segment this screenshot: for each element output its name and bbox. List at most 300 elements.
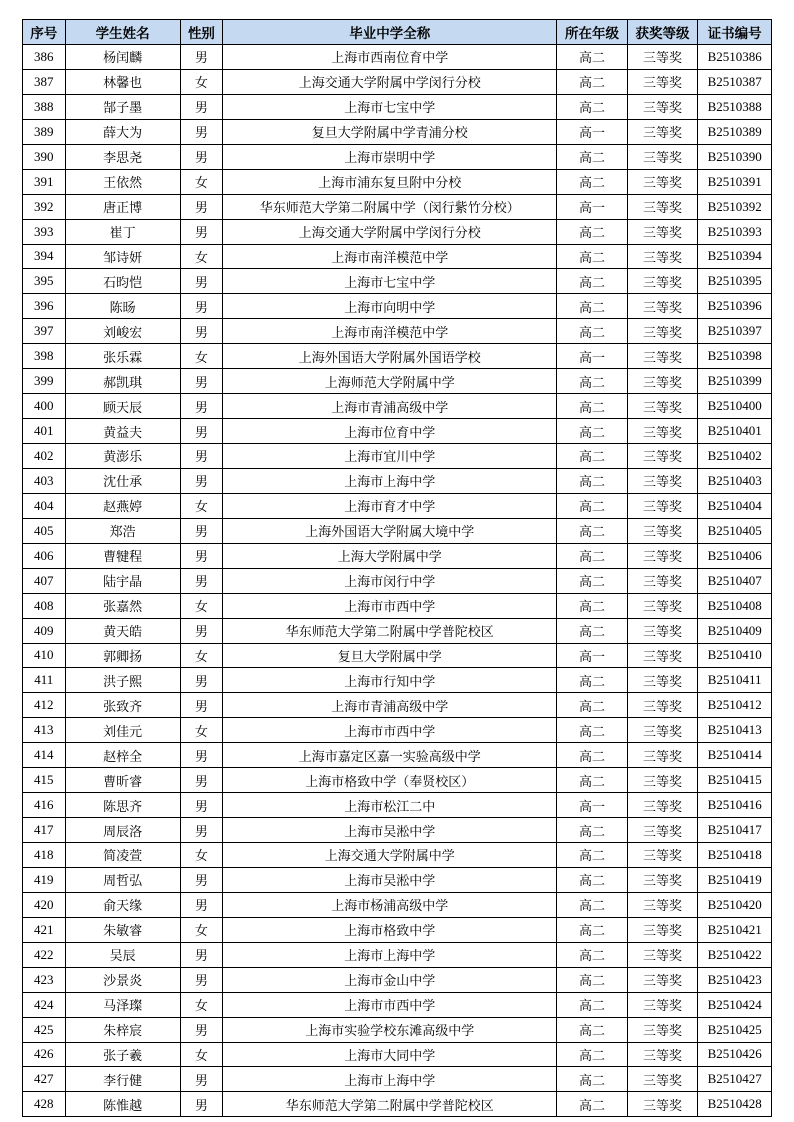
table-row <box>23 244 772 269</box>
table-row <box>23 45 772 70</box>
cell-serial-number: 407 <box>23 568 66 593</box>
cell-certificate-number: B2510414 <box>698 743 772 768</box>
cell-certificate-number: B2510398 <box>698 344 772 369</box>
cell-certificate-number: B2510419 <box>698 867 772 892</box>
cell-grade: 高二 <box>557 967 628 992</box>
cell-gender: 男 <box>180 369 223 394</box>
cell-certificate-number: B2510427 <box>698 1067 772 1092</box>
cell-award-level: 三等奖 <box>627 419 698 444</box>
cell-gender: 男 <box>180 269 223 294</box>
table-row <box>23 119 772 144</box>
cell-grade: 高二 <box>557 319 628 344</box>
table-row <box>23 843 772 868</box>
cell-grade: 高二 <box>557 1042 628 1067</box>
cell-student-name: 崔丁 <box>65 219 180 244</box>
cell-serial-number: 414 <box>23 743 66 768</box>
cell-student-name: 马泽璨 <box>65 992 180 1017</box>
cell-gender: 女 <box>180 718 223 743</box>
cell-grade: 高二 <box>557 718 628 743</box>
cell-certificate-number: B2510428 <box>698 1092 772 1117</box>
table-row <box>23 743 772 768</box>
cell-school: 上海市格致中学（奉贤校区） <box>223 768 557 793</box>
cell-grade: 高二 <box>557 942 628 967</box>
cell-student-name: 郑浩 <box>65 518 180 543</box>
cell-grade: 高二 <box>557 668 628 693</box>
cell-student-name: 黄天皓 <box>65 618 180 643</box>
cell-school: 上海交通大学附属中学 <box>223 843 557 868</box>
cell-serial-number: 408 <box>23 593 66 618</box>
cell-grade: 高二 <box>557 1092 628 1117</box>
cell-award-level: 三等奖 <box>627 294 698 319</box>
cell-certificate-number: B2510397 <box>698 319 772 344</box>
cell-serial-number: 412 <box>23 693 66 718</box>
cell-gender: 男 <box>180 942 223 967</box>
cell-gender: 女 <box>180 593 223 618</box>
table-row <box>23 319 772 344</box>
cell-award-level: 三等奖 <box>627 967 698 992</box>
cell-gender: 女 <box>180 493 223 518</box>
cell-serial-number: 425 <box>23 1017 66 1042</box>
cell-certificate-number: B2510424 <box>698 992 772 1017</box>
cell-award-level: 三等奖 <box>627 369 698 394</box>
cell-gender: 男 <box>180 518 223 543</box>
cell-gender: 男 <box>180 668 223 693</box>
cell-student-name: 林馨也 <box>65 69 180 94</box>
cell-award-level: 三等奖 <box>627 518 698 543</box>
cell-certificate-number: B2510413 <box>698 718 772 743</box>
cell-school: 上海市南洋模范中学 <box>223 244 557 269</box>
cell-serial-number: 386 <box>23 45 66 70</box>
header-certificate-number: 证书编号 <box>698 20 772 45</box>
cell-student-name: 朱梓宸 <box>65 1017 180 1042</box>
cell-award-level: 三等奖 <box>627 1042 698 1067</box>
cell-grade: 高二 <box>557 543 628 568</box>
cell-certificate-number: B2510390 <box>698 144 772 169</box>
cell-grade: 高二 <box>557 867 628 892</box>
cell-serial-number: 424 <box>23 992 66 1017</box>
table-row <box>23 668 772 693</box>
cell-award-level: 三等奖 <box>627 344 698 369</box>
table-row <box>23 94 772 119</box>
cell-gender: 男 <box>180 543 223 568</box>
cell-school: 上海市南洋模范中学 <box>223 319 557 344</box>
cell-gender: 女 <box>180 344 223 369</box>
cell-gender: 男 <box>180 818 223 843</box>
table-row <box>23 219 772 244</box>
cell-student-name: 李行健 <box>65 1067 180 1092</box>
cell-award-level: 三等奖 <box>627 818 698 843</box>
cell-student-name: 张子羲 <box>65 1042 180 1067</box>
table-row <box>23 344 772 369</box>
cell-award-level: 三等奖 <box>627 444 698 469</box>
table-row <box>23 917 772 942</box>
table-row <box>23 269 772 294</box>
cell-serial-number: 388 <box>23 94 66 119</box>
cell-serial-number: 392 <box>23 194 66 219</box>
cell-certificate-number: B2510417 <box>698 818 772 843</box>
cell-serial-number: 415 <box>23 768 66 793</box>
header-student-name: 学生姓名 <box>65 20 180 45</box>
cell-serial-number: 417 <box>23 818 66 843</box>
cell-grade: 高二 <box>557 917 628 942</box>
cell-certificate-number: B2510409 <box>698 618 772 643</box>
cell-award-level: 三等奖 <box>627 194 698 219</box>
cell-gender: 男 <box>180 967 223 992</box>
cell-school: 上海市向明中学 <box>223 294 557 319</box>
cell-certificate-number: B2510403 <box>698 468 772 493</box>
table-row <box>23 394 772 419</box>
cell-grade: 高二 <box>557 419 628 444</box>
cell-student-name: 陈旸 <box>65 294 180 319</box>
cell-certificate-number: B2510392 <box>698 194 772 219</box>
table-row <box>23 718 772 743</box>
cell-serial-number: 397 <box>23 319 66 344</box>
cell-award-level: 三等奖 <box>627 743 698 768</box>
cell-certificate-number: B2510393 <box>698 219 772 244</box>
table-row <box>23 468 772 493</box>
cell-gender: 男 <box>180 693 223 718</box>
cell-gender: 男 <box>180 294 223 319</box>
cell-certificate-number: B2510422 <box>698 942 772 967</box>
cell-school: 上海市西南位育中学 <box>223 45 557 70</box>
cell-school: 上海市格致中学 <box>223 917 557 942</box>
table-row <box>23 144 772 169</box>
cell-grade: 高二 <box>557 493 628 518</box>
cell-certificate-number: B2510399 <box>698 369 772 394</box>
cell-gender: 女 <box>180 843 223 868</box>
cell-serial-number: 402 <box>23 444 66 469</box>
cell-grade: 高二 <box>557 468 628 493</box>
cell-serial-number: 396 <box>23 294 66 319</box>
cell-student-name: 沈仕承 <box>65 468 180 493</box>
cell-award-level: 三等奖 <box>627 668 698 693</box>
table-row <box>23 419 772 444</box>
table-row <box>23 568 772 593</box>
cell-school: 上海师范大学附属中学 <box>223 369 557 394</box>
cell-school: 上海市崇明中学 <box>223 144 557 169</box>
cell-school: 复旦大学附属中学青浦分校 <box>223 119 557 144</box>
cell-gender: 男 <box>180 119 223 144</box>
cell-student-name: 陈思齐 <box>65 793 180 818</box>
award-roster-table <box>22 19 772 1117</box>
cell-gender: 男 <box>180 144 223 169</box>
cell-serial-number: 406 <box>23 543 66 568</box>
cell-grade: 高二 <box>557 1017 628 1042</box>
cell-award-level: 三等奖 <box>627 768 698 793</box>
cell-student-name: 唐正博 <box>65 194 180 219</box>
cell-gender: 男 <box>180 319 223 344</box>
cell-serial-number: 427 <box>23 1067 66 1092</box>
table-row <box>23 768 772 793</box>
cell-serial-number: 426 <box>23 1042 66 1067</box>
cell-student-name: 周哲弘 <box>65 867 180 892</box>
header-grade: 所在年级 <box>557 20 628 45</box>
cell-grade: 高二 <box>557 94 628 119</box>
cell-grade: 高二 <box>557 219 628 244</box>
cell-gender: 女 <box>180 69 223 94</box>
cell-certificate-number: B2510423 <box>698 967 772 992</box>
cell-gender: 女 <box>180 1042 223 1067</box>
cell-student-name: 薛大为 <box>65 119 180 144</box>
cell-gender: 女 <box>180 643 223 668</box>
cell-grade: 高二 <box>557 593 628 618</box>
cell-grade: 高二 <box>557 444 628 469</box>
cell-serial-number: 393 <box>23 219 66 244</box>
table-row <box>23 967 772 992</box>
table-header <box>23 20 772 45</box>
table-row <box>23 643 772 668</box>
cell-student-name: 李思尧 <box>65 144 180 169</box>
cell-school: 上海市杨浦高级中学 <box>223 892 557 917</box>
cell-award-level: 三等奖 <box>627 1067 698 1092</box>
cell-student-name: 黄澎乐 <box>65 444 180 469</box>
cell-school: 上海市金山中学 <box>223 967 557 992</box>
cell-gender: 男 <box>180 568 223 593</box>
table-row <box>23 444 772 469</box>
cell-serial-number: 394 <box>23 244 66 269</box>
cell-certificate-number: B2510411 <box>698 668 772 693</box>
table-row <box>23 543 772 568</box>
cell-school: 上海市七宝中学 <box>223 94 557 119</box>
cell-gender: 女 <box>180 169 223 194</box>
cell-grade: 高二 <box>557 818 628 843</box>
cell-certificate-number: B2510404 <box>698 493 772 518</box>
cell-serial-number: 390 <box>23 144 66 169</box>
cell-student-name: 沙景炎 <box>65 967 180 992</box>
cell-student-name: 陈惟越 <box>65 1092 180 1117</box>
table-row <box>23 294 772 319</box>
cell-grade: 高二 <box>557 69 628 94</box>
cell-student-name: 石昀恺 <box>65 269 180 294</box>
cell-certificate-number: B2510391 <box>698 169 772 194</box>
cell-school: 华东师范大学第二附属中学（闵行紫竹分校） <box>223 194 557 219</box>
table-row <box>23 1042 772 1067</box>
cell-grade: 高二 <box>557 45 628 70</box>
cell-school: 上海市上海中学 <box>223 942 557 967</box>
cell-student-name: 郝凯琪 <box>65 369 180 394</box>
cell-school: 上海市位育中学 <box>223 419 557 444</box>
cell-gender: 男 <box>180 219 223 244</box>
table-row <box>23 369 772 394</box>
cell-gender: 男 <box>180 1067 223 1092</box>
cell-serial-number: 413 <box>23 718 66 743</box>
cell-gender: 男 <box>180 468 223 493</box>
cell-student-name: 吴辰 <box>65 942 180 967</box>
cell-student-name: 顾天辰 <box>65 394 180 419</box>
cell-gender: 男 <box>180 45 223 70</box>
cell-gender: 男 <box>180 768 223 793</box>
cell-award-level: 三等奖 <box>627 1017 698 1042</box>
cell-student-name: 周辰洛 <box>65 818 180 843</box>
cell-grade: 高二 <box>557 693 628 718</box>
cell-student-name: 黄益夫 <box>65 419 180 444</box>
cell-gender: 女 <box>180 244 223 269</box>
table-row <box>23 493 772 518</box>
cell-grade: 高二 <box>557 518 628 543</box>
cell-award-level: 三等奖 <box>627 593 698 618</box>
header-school: 毕业中学全称 <box>223 20 557 45</box>
cell-certificate-number: B2510396 <box>698 294 772 319</box>
cell-certificate-number: B2510401 <box>698 419 772 444</box>
table-row <box>23 518 772 543</box>
cell-serial-number: 399 <box>23 369 66 394</box>
cell-school: 上海市浦东复旦附中分校 <box>223 169 557 194</box>
cell-certificate-number: B2510415 <box>698 768 772 793</box>
table-row <box>23 992 772 1017</box>
cell-grade: 高一 <box>557 194 628 219</box>
cell-certificate-number: B2510400 <box>698 394 772 419</box>
cell-serial-number: 421 <box>23 917 66 942</box>
table-row <box>23 169 772 194</box>
cell-award-level: 三等奖 <box>627 144 698 169</box>
cell-school: 上海市大同中学 <box>223 1042 557 1067</box>
cell-award-level: 三等奖 <box>627 219 698 244</box>
cell-serial-number: 420 <box>23 892 66 917</box>
cell-gender: 男 <box>180 1017 223 1042</box>
cell-school: 华东师范大学第二附属中学普陀校区 <box>223 618 557 643</box>
cell-serial-number: 418 <box>23 843 66 868</box>
cell-award-level: 三等奖 <box>627 394 698 419</box>
cell-serial-number: 389 <box>23 119 66 144</box>
cell-award-level: 三等奖 <box>627 892 698 917</box>
table-row <box>23 194 772 219</box>
cell-award-level: 三等奖 <box>627 45 698 70</box>
cell-school: 上海市青浦高级中学 <box>223 394 557 419</box>
cell-grade: 高二 <box>557 892 628 917</box>
cell-award-level: 三等奖 <box>627 319 698 344</box>
cell-serial-number: 423 <box>23 967 66 992</box>
cell-gender: 女 <box>180 917 223 942</box>
cell-school: 上海交通大学附属中学闵行分校 <box>223 219 557 244</box>
cell-serial-number: 422 <box>23 942 66 967</box>
cell-grade: 高二 <box>557 743 628 768</box>
cell-certificate-number: B2510406 <box>698 543 772 568</box>
cell-certificate-number: B2510408 <box>698 593 772 618</box>
cell-school: 上海外国语大学附属外国语学校 <box>223 344 557 369</box>
cell-certificate-number: B2510389 <box>698 119 772 144</box>
cell-student-name: 曹昕睿 <box>65 768 180 793</box>
cell-school: 上海市青浦高级中学 <box>223 693 557 718</box>
cell-serial-number: 419 <box>23 867 66 892</box>
cell-certificate-number: B2510402 <box>698 444 772 469</box>
cell-serial-number: 398 <box>23 344 66 369</box>
cell-school: 上海市市西中学 <box>223 718 557 743</box>
cell-school: 复旦大学附属中学 <box>223 643 557 668</box>
cell-student-name: 刘峻宏 <box>65 319 180 344</box>
cell-student-name: 陆宇晶 <box>65 568 180 593</box>
table-row <box>23 818 772 843</box>
header-row <box>23 20 772 45</box>
table-row <box>23 793 772 818</box>
cell-student-name: 简凌萱 <box>65 843 180 868</box>
cell-serial-number: 428 <box>23 1092 66 1117</box>
cell-school: 上海市嘉定区嘉一实验高级中学 <box>223 743 557 768</box>
cell-school: 上海交通大学附属中学闵行分校 <box>223 69 557 94</box>
cell-grade: 高二 <box>557 568 628 593</box>
cell-school: 上海市吴淞中学 <box>223 867 557 892</box>
cell-gender: 女 <box>180 992 223 1017</box>
cell-grade: 高二 <box>557 768 628 793</box>
cell-gender: 男 <box>180 618 223 643</box>
cell-serial-number: 405 <box>23 518 66 543</box>
cell-certificate-number: B2510416 <box>698 793 772 818</box>
cell-student-name: 张乐霖 <box>65 344 180 369</box>
cell-award-level: 三等奖 <box>627 793 698 818</box>
cell-student-name: 刘佳元 <box>65 718 180 743</box>
cell-gender: 男 <box>180 194 223 219</box>
cell-award-level: 三等奖 <box>627 942 698 967</box>
cell-certificate-number: B2510418 <box>698 843 772 868</box>
cell-certificate-number: B2510387 <box>698 69 772 94</box>
cell-grade: 高一 <box>557 119 628 144</box>
cell-student-name: 洪子熙 <box>65 668 180 693</box>
cell-certificate-number: B2510407 <box>698 568 772 593</box>
cell-grade: 高二 <box>557 1067 628 1092</box>
table-row <box>23 1017 772 1042</box>
cell-award-level: 三等奖 <box>627 94 698 119</box>
cell-award-level: 三等奖 <box>627 169 698 194</box>
header-gender: 性别 <box>180 20 223 45</box>
cell-student-name: 王依然 <box>65 169 180 194</box>
cell-school: 上海市吴淞中学 <box>223 818 557 843</box>
table-row <box>23 69 772 94</box>
cell-school: 上海市市西中学 <box>223 593 557 618</box>
cell-grade: 高二 <box>557 244 628 269</box>
cell-serial-number: 411 <box>23 668 66 693</box>
cell-student-name: 俞天缘 <box>65 892 180 917</box>
cell-certificate-number: B2510420 <box>698 892 772 917</box>
cell-gender: 男 <box>180 867 223 892</box>
table-row <box>23 892 772 917</box>
cell-serial-number: 403 <box>23 468 66 493</box>
table-row <box>23 867 772 892</box>
cell-student-name: 赵梓全 <box>65 743 180 768</box>
cell-school: 上海市七宝中学 <box>223 269 557 294</box>
cell-school: 上海市松江二中 <box>223 793 557 818</box>
cell-award-level: 三等奖 <box>627 843 698 868</box>
cell-serial-number: 409 <box>23 618 66 643</box>
cell-student-name: 杨闰麟 <box>65 45 180 70</box>
cell-award-level: 三等奖 <box>627 468 698 493</box>
cell-school: 上海市育才中学 <box>223 493 557 518</box>
cell-student-name: 赵燕婷 <box>65 493 180 518</box>
cell-school: 上海大学附属中学 <box>223 543 557 568</box>
cell-award-level: 三等奖 <box>627 69 698 94</box>
cell-award-level: 三等奖 <box>627 568 698 593</box>
cell-grade: 高二 <box>557 394 628 419</box>
cell-student-name: 郜子墨 <box>65 94 180 119</box>
cell-grade: 高二 <box>557 169 628 194</box>
cell-school: 上海外国语大学附属大境中学 <box>223 518 557 543</box>
cell-gender: 男 <box>180 94 223 119</box>
cell-gender: 男 <box>180 444 223 469</box>
cell-grade: 高一 <box>557 344 628 369</box>
cell-award-level: 三等奖 <box>627 1092 698 1117</box>
cell-certificate-number: B2510388 <box>698 94 772 119</box>
cell-grade: 高二 <box>557 144 628 169</box>
header-award-level: 获奖等级 <box>627 20 698 45</box>
cell-student-name: 郭卿扬 <box>65 643 180 668</box>
cell-grade: 高二 <box>557 843 628 868</box>
cell-award-level: 三等奖 <box>627 643 698 668</box>
cell-certificate-number: B2510426 <box>698 1042 772 1067</box>
cell-student-name: 张致齐 <box>65 693 180 718</box>
cell-certificate-number: B2510412 <box>698 693 772 718</box>
cell-grade: 高二 <box>557 294 628 319</box>
cell-grade: 高二 <box>557 992 628 1017</box>
cell-gender: 男 <box>180 419 223 444</box>
cell-student-name: 邹诗妍 <box>65 244 180 269</box>
